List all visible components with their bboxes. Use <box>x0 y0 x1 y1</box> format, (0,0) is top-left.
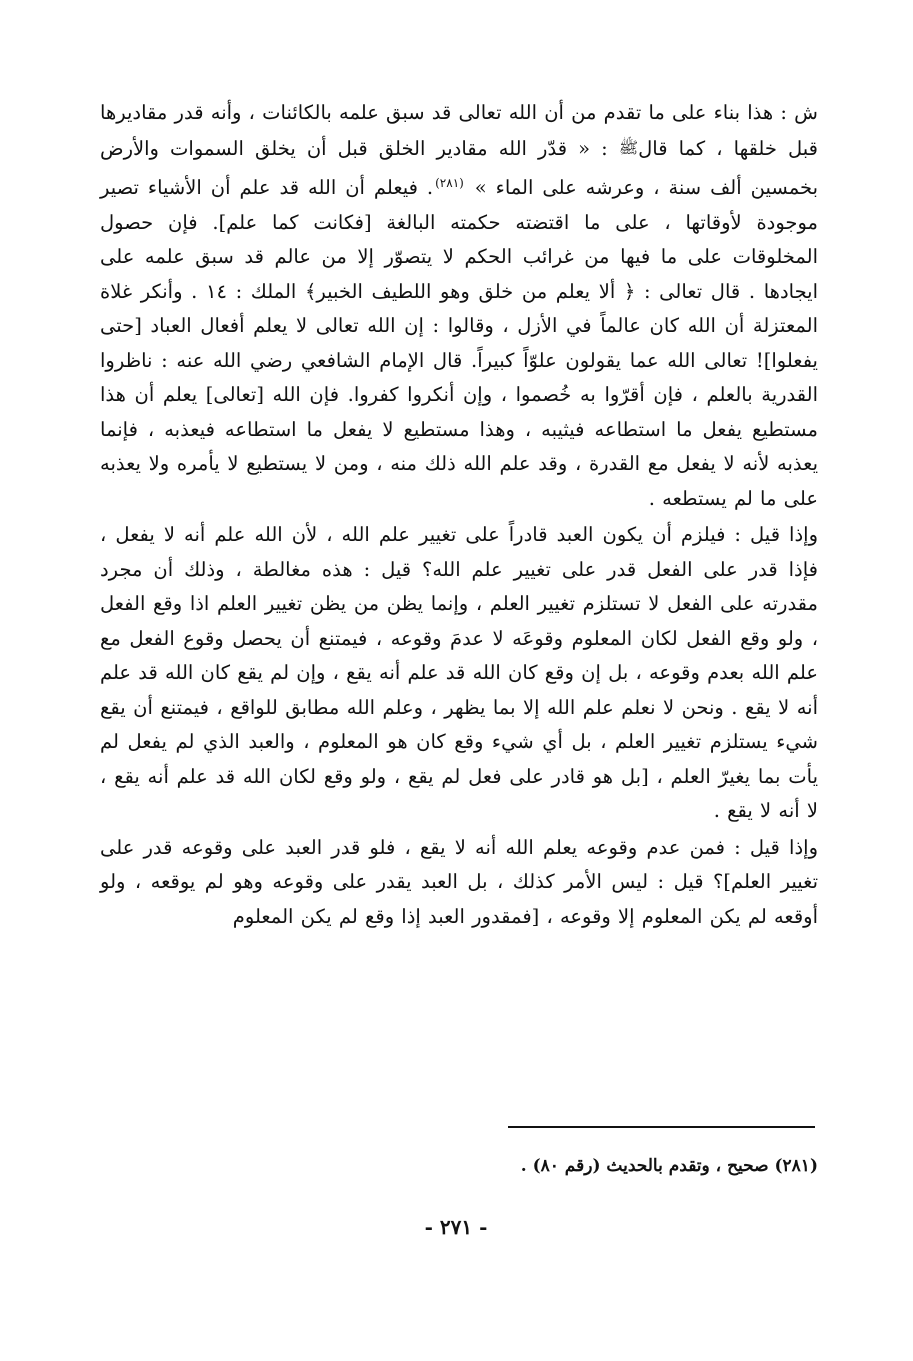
paragraph-text: وإذا قيل : فمن عدم وقوعه يعلم الله أنه لا يقع ، فلو قدر العبد على وقوعه قدر على تغيير العلم]؟ قيل : ليس الأمر كذلك ، بل العبد يقدر على وقوعه وهو لم يوقعه ، ولو أوقعه لم يكن المعلوم إلا وقوعه ، [فمقدور العبد إذا وقع لم يكن المعلوم <box>100 835 818 928</box>
page-body <box>100 96 818 934</box>
footnote-reference[interactable]: (٢٨١) <box>435 176 464 190</box>
paragraph-text: وإذا قيل : فيلزم أن يكون العبد قادراً على تغيير علم الله ، لأن الله علم أنه لا يفعل ، فإذا قدر على الفعل قدر على تغيير علم الله؟ قيل : هذه مغالطة ، وذلك أن مجرد مقدرته على الفعل لا تستلزم تغيير العلم ، وإنما يظن من يظن تغيير العلم اذا وقع الفعل ، ولو وقع الفعل لكان المعلوم وقوعَه لا عدمَ وقوعه ، فيمتنع أن يحصل وقوع الفعل مع علم الله بعدم وقوعه ، بل إن وقع كان الله قد علم أنه يقع ، وإن لم يقع كان الله قد علم أنه لا يقع . ونحن لا نعلم علم الله إلا بما يظهر ، وعلم الله مطابق للواقع ، فيمتنع أن يقع شيء يستلزم تغيير العلم ، بل أي شيء وقع كان هو المعلوم ، والعبد الذي لم يفعل لم يأت بما يغيرّ العلم ، [بل هو قادر على فعل لم يقع ، ولو وقع لكان الله قد علم أنه يقع ، لا أنه لا يقع . <box>100 523 818 822</box>
paragraph-text: . فيعلم أن الله قد علم أن الأشياء تصير موجودة لأوقاتها ، على ما اقتضته حكمته البالغة [فكانت كما علم]. فإن حصول المخلوقات على ما فيها من غرائب الحكم لا يتصوّر إلا من عالم قد سبق علمه على ايجادها . قال تعالى : ﴿ ألا يعلم من خلق وهو اللطيف الخبير﴾ الملك : ١٤ . وأنكر غلاة المعتزلة أن الله كان عالماً في الأزل ، وقالوا : إن الله تعالى لا يعلم أفعال العباد [حتى يفعلوا]! تعالى الله عما يقولون علوّاً كبيراً. قال الإمام الشافعي رضي الله عنه : ناظروا القدرية بالعلم ، فإن أقرّوا به خُصموا ، وإن أنكروا كفروا. فإن الله [تعالى] يعلم أن هذا مستطيع يفعل ما استطاعه فيثيبه ، وهذا مستطيع لا يفعل ما استطاعه فيعذبه ، فإنما يعذبه لأنه لا يفعل مع القدرة ، وقد علم الله ذلك منه ، ومن لا يستطيع لا يأمره ولا يعذبه على ما لم يستطعه . <box>100 176 818 510</box>
paragraph-text: : « قدّر الله مقادير الخلق قبل أن يخلق السموات والأرض بخمسين ألف سنة ، وعرشه على الماء » <box>100 136 819 199</box>
paragraph <box>100 831 818 935</box>
footnote: (٢٨١) صحيح ، وتقدم بالحديث (رقم ٨٠) . <box>520 1156 818 1176</box>
salawat-ligature: ﷺ <box>618 137 639 157</box>
paragraph <box>100 96 818 516</box>
page-number: - ٢٧١ - <box>424 1215 488 1239</box>
paragraph-text: ش : هذا بناء على ما تقدم من أن الله تعالى قد سبق علمه بالكائنات ، وأنه قدر مقاديرها قبل خلقها ، كما قال <box>100 101 819 160</box>
paragraph <box>100 518 818 829</box>
footnote-divider <box>508 1126 815 1128</box>
